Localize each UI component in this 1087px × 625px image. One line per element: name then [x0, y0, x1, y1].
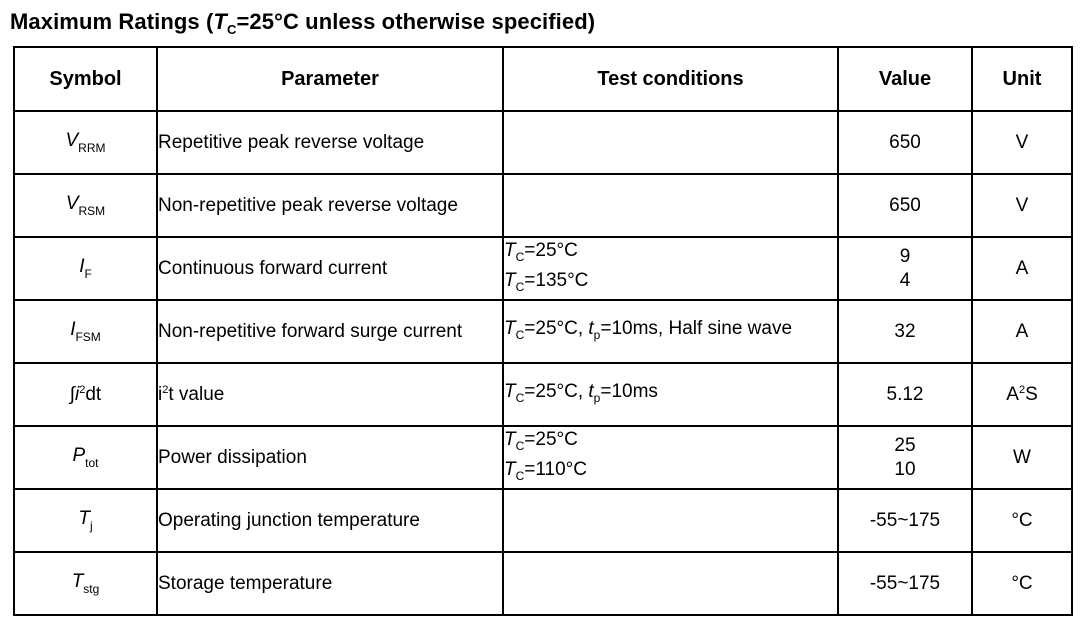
value-cell — [838, 489, 972, 552]
header-unit: Unit — [972, 47, 1072, 111]
condition-var: T — [504, 428, 516, 450]
value-text: 650 — [889, 194, 921, 216]
table-row — [14, 111, 1072, 174]
header-symbol: Symbol — [14, 47, 157, 111]
value-cell — [838, 111, 972, 174]
conditions-cell — [503, 300, 838, 363]
unit-main: A — [1006, 383, 1019, 405]
parameter-cell: Repetitive peak reverse voltage — [157, 111, 503, 174]
parameter-cell: Non-repetitive peak reverse voltage — [157, 174, 503, 237]
maximum-ratings-table — [13, 46, 1073, 616]
table-row — [14, 237, 1072, 300]
value-cell — [838, 300, 972, 363]
condition-sub: C — [515, 249, 525, 264]
title-sub: C — [226, 22, 237, 37]
condition-line — [504, 380, 837, 410]
symbol-cell — [14, 300, 157, 363]
unit-cell: V — [972, 174, 1072, 237]
condition-var: T — [504, 269, 516, 291]
symbol-cell — [14, 237, 157, 300]
symbol-main: T — [71, 571, 84, 592]
value-text: 9 — [899, 245, 911, 267]
table-row — [14, 363, 1072, 426]
condition-line — [504, 428, 837, 458]
conditions-cell — [503, 489, 838, 552]
condition-sub: p — [593, 390, 601, 405]
symbol-cell — [14, 552, 157, 615]
value-text: 10 — [894, 458, 916, 480]
condition-var: t — [588, 380, 594, 402]
unit-cell — [972, 363, 1072, 426]
parameter-tail: t value — [168, 383, 225, 405]
condition-sub: C — [515, 468, 525, 483]
unit-cell: A — [972, 237, 1072, 300]
parameter-cell: Non-repetitive forward surge current — [157, 300, 503, 363]
symbol-sub: F — [84, 267, 92, 281]
title-var: T — [213, 9, 227, 34]
unit-cell: V — [972, 111, 1072, 174]
symbol-cell — [14, 111, 157, 174]
table-row — [14, 552, 1072, 615]
condition-sub: p — [593, 327, 601, 342]
table-row — [14, 300, 1072, 363]
conditions-cell — [503, 363, 838, 426]
symbol-sub: stg — [83, 582, 100, 596]
condition-var: T — [504, 239, 516, 261]
parameter-cell: Storage temperature — [157, 552, 503, 615]
condition-rest: =25°C, — [524, 317, 589, 339]
parameter-cell: Power dissipation — [157, 426, 503, 489]
symbol-sub: RSM — [78, 204, 106, 218]
symbol-main: V — [65, 193, 79, 214]
symbol-main: I — [70, 319, 76, 340]
conditions-cell — [503, 426, 838, 489]
condition-sub: C — [515, 390, 525, 405]
condition-line — [504, 458, 837, 488]
unit-cell: °C — [972, 552, 1072, 615]
parameter-cell — [157, 363, 503, 426]
symbol-sub: tot — [85, 456, 99, 470]
unit-tail: S — [1025, 383, 1038, 405]
condition-line — [504, 239, 837, 269]
symbol-cell — [14, 363, 157, 426]
condition-rest: =110°C — [524, 458, 587, 480]
condition-rest: =25°C, — [524, 380, 589, 402]
unit-sup: 2 — [1018, 383, 1026, 396]
symbol-sup: 2 — [79, 383, 86, 396]
value-text: 4 — [899, 269, 911, 291]
symbol-cell — [14, 174, 157, 237]
header-row — [14, 47, 1072, 111]
symbol-sub: FSM — [75, 330, 101, 344]
header-test-conditions: Test conditions — [503, 47, 838, 111]
parameter-sup: 2 — [162, 383, 169, 396]
condition-rest: =135°C — [524, 269, 589, 291]
title-prefix: Maximum Ratings ( — [10, 9, 214, 34]
value-text: 5.12 — [886, 383, 924, 405]
table-row — [14, 174, 1072, 237]
table-row — [14, 426, 1072, 489]
symbol-main: I — [79, 256, 85, 277]
value-cell — [838, 237, 972, 300]
title-suffix: =25°C unless otherwise specified) — [236, 9, 596, 34]
conditions-cell — [503, 111, 838, 174]
value-text: 650 — [889, 131, 921, 153]
symbol-main: V — [65, 130, 79, 151]
symbol-main: i — [75, 383, 80, 405]
symbol-main: P — [72, 445, 86, 466]
value-cell — [838, 426, 972, 489]
condition-var: T — [504, 458, 516, 480]
conditions-cell — [503, 237, 838, 300]
value-text: -55~175 — [869, 572, 941, 594]
parameter-main: i — [158, 383, 163, 405]
parameter-cell: Continuous forward current — [157, 237, 503, 300]
symbol-tail: dt — [85, 383, 102, 405]
condition-rest: =10ms, Half sine wave — [600, 317, 793, 339]
conditions-cell — [503, 174, 838, 237]
condition-rest: =10ms — [600, 380, 658, 402]
value-cell — [838, 174, 972, 237]
symbol-sub: RRM — [78, 141, 106, 155]
header-parameter: Parameter — [157, 47, 503, 111]
value-text: -55~175 — [869, 509, 941, 531]
value-text: 25 — [894, 434, 916, 456]
condition-rest: =25°C — [524, 239, 578, 261]
conditions-cell — [503, 552, 838, 615]
condition-rest: =25°C — [524, 428, 578, 450]
symbol-cell — [14, 489, 157, 552]
condition-line — [504, 317, 837, 347]
condition-sub: C — [515, 327, 525, 342]
condition-var: t — [588, 317, 594, 339]
condition-var: T — [504, 380, 516, 402]
condition-sub: C — [515, 438, 525, 453]
page-title — [10, 9, 595, 37]
symbol-sub: j — [89, 519, 93, 533]
unit-cell: °C — [972, 489, 1072, 552]
condition-var: T — [504, 317, 516, 339]
integral-sign: ∫ — [69, 383, 75, 405]
table-row — [14, 489, 1072, 552]
value-cell — [838, 363, 972, 426]
symbol-main: T — [78, 508, 90, 529]
unit-cell: W — [972, 426, 1072, 489]
unit-cell: A — [972, 300, 1072, 363]
value-text: 32 — [894, 320, 916, 342]
condition-line — [504, 269, 837, 299]
symbol-cell — [14, 426, 157, 489]
value-cell — [838, 552, 972, 615]
condition-sub: C — [515, 279, 525, 294]
parameter-cell: Operating junction temperature — [157, 489, 503, 552]
header-value: Value — [838, 47, 972, 111]
